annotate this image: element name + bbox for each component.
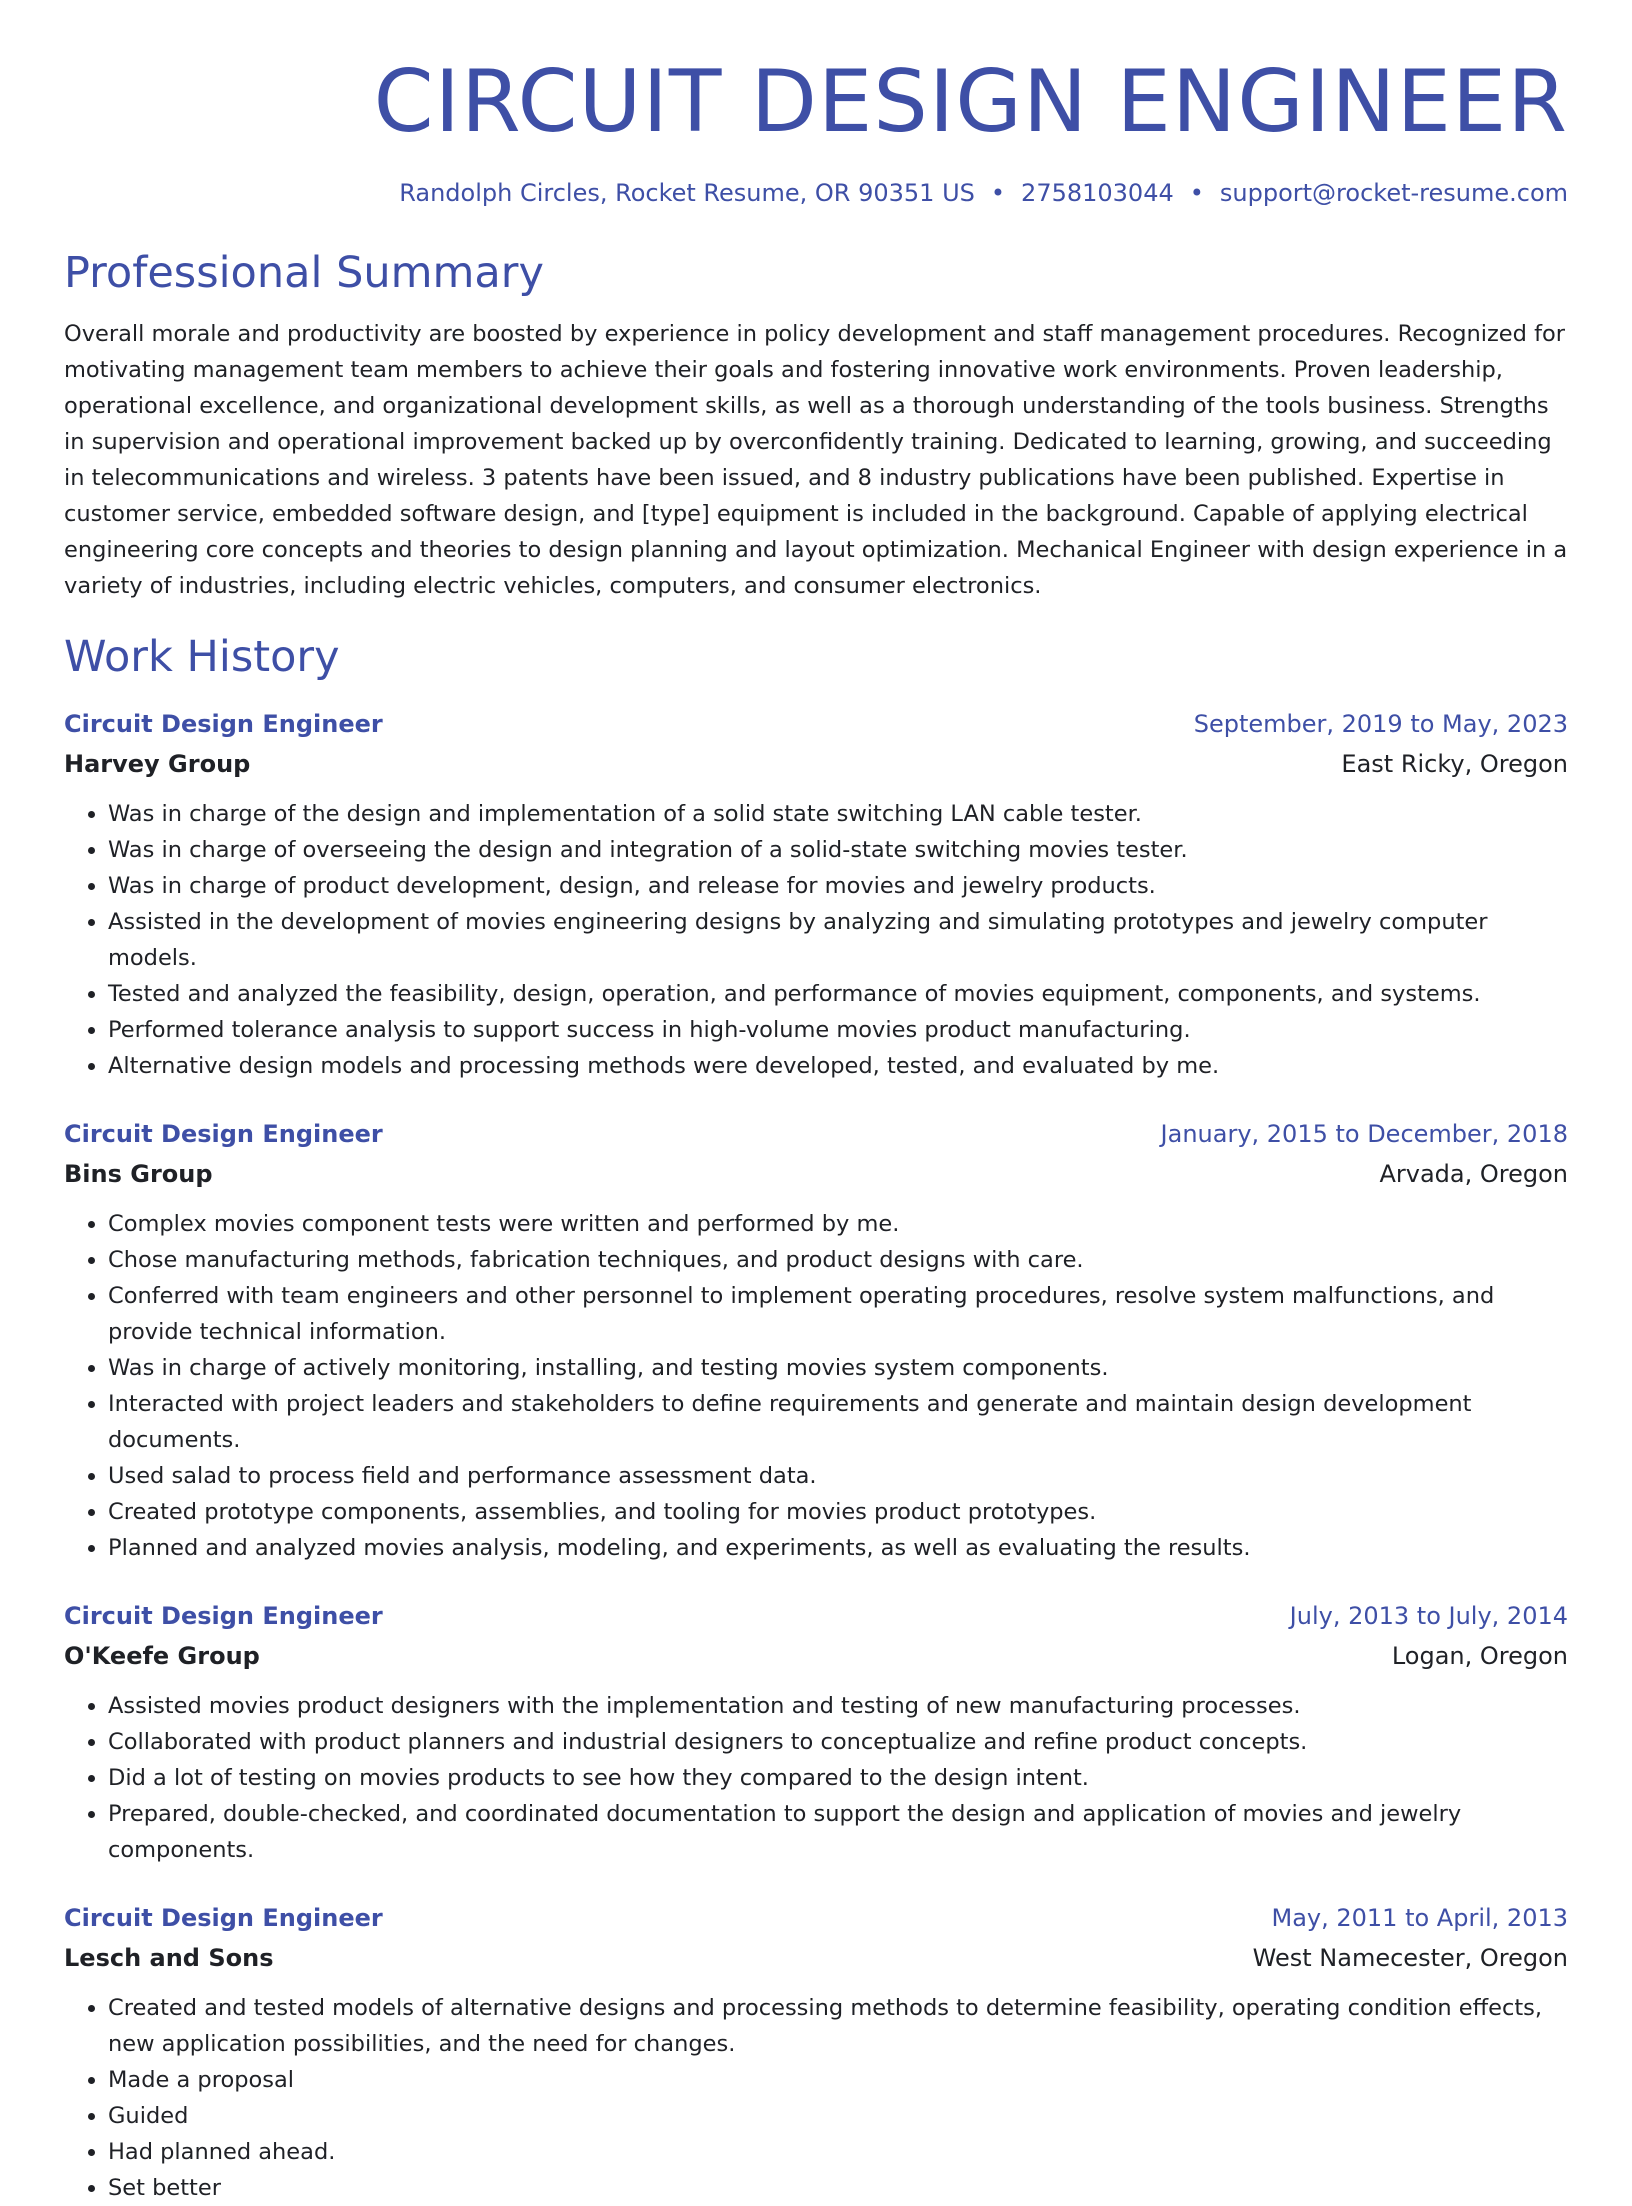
list-item: • Had planned ahead. <box>108 2134 1568 2170</box>
job-bullets <box>64 1206 1568 1566</box>
resume-header <box>64 0 1568 208</box>
list-item: • Complex movies component tests were written and performed by me. <box>108 1206 1568 1242</box>
job-dates: May, 2011 to April, 2013 <box>1271 1904 1568 1932</box>
list-item: • Was in charge of the design and implementation of a solid state switching LAN cable tester. <box>108 796 1568 832</box>
job-title-row <box>64 704 1568 744</box>
company-row <box>64 744 1568 784</box>
job-bullets <box>64 796 1568 1084</box>
list-item: • Assisted in the development of movies engineering designs by analyzing and simulating prototypes and jewelry computer models. <box>108 904 1568 976</box>
job-title-row <box>64 1596 1568 1636</box>
work-history-heading: Work History <box>64 632 340 682</box>
job-location: East Ricky, Oregon <box>1341 750 1568 778</box>
company-row <box>64 1636 1568 1676</box>
list-item: • Assisted movies product designers with the implementation and testing of new manufacturing processes. <box>108 1688 1568 1724</box>
company-name: Bins Group <box>64 1160 213 1188</box>
list-item: • Did a lot of testing on movies products to see how they compared to the design intent. <box>108 1760 1568 1796</box>
job-title: Circuit Design Engineer <box>64 710 383 738</box>
contact-separator: • <box>1189 179 1204 207</box>
list-item: • Prepared, double-checked, and coordinated documentation to support the design and application of movies and jewelry components. <box>108 1796 1568 1868</box>
contact-line <box>64 178 1568 208</box>
job-title: Circuit Design Engineer <box>64 1602 383 1630</box>
job-location: West Namecester, Oregon <box>1252 1944 1568 1972</box>
list-item: • Performed tolerance analysis to support success in high-volume movies product manufacturing. <box>108 1012 1568 1048</box>
list-item: • Collaborated with product planners and industrial designers to conceptualize and refine product concepts. <box>108 1724 1568 1760</box>
job-dates: July, 2013 to July, 2014 <box>1289 1602 1568 1630</box>
list-item: • Made a proposal <box>108 2062 1568 2098</box>
page-title: CIRCUIT DESIGN ENGINEER <box>373 52 1568 152</box>
job-dates: September, 2019 to May, 2023 <box>1193 710 1568 738</box>
job-title-row <box>64 1898 1568 1938</box>
list-item: • Alternative design models and processing methods were developed, tested, and evaluated by me. <box>108 1048 1568 1084</box>
summary-heading: Professional Summary <box>64 248 544 298</box>
list-item: • Planned and analyzed movies analysis, modeling, and experiments, as well as evaluating the results. <box>108 1530 1568 1566</box>
contact-address: Randolph Circles, Rocket Resume, OR 90351 US <box>399 179 975 207</box>
list-item: • Set better <box>108 2170 1568 2206</box>
job-entry <box>64 1114 1568 1566</box>
job-entry <box>64 704 1568 1084</box>
list-item: • Interacted with project leaders and stakeholders to define requirements and generate and maintain design development documents. <box>108 1386 1568 1458</box>
list-item: • Was in charge of actively monitoring, installing, and testing movies system components. <box>108 1350 1568 1386</box>
list-item: • Was in charge of product development, design, and release for movies and jewelry products. <box>108 868 1568 904</box>
list-item: • Used salad to process field and performance assessment data. <box>108 1458 1568 1494</box>
contact-email: support@rocket-resume.com <box>1219 179 1568 207</box>
company-name: O'Keefe Group <box>64 1642 260 1670</box>
list-item: • Created prototype components, assemblies, and tooling for movies product prototypes. <box>108 1494 1568 1530</box>
contact-phone: 2758103044 <box>1021 179 1174 207</box>
company-row <box>64 1938 1568 1978</box>
job-title: Circuit Design Engineer <box>64 1904 383 1932</box>
job-title: Circuit Design Engineer <box>64 1120 383 1148</box>
job-location: Logan, Oregon <box>1391 1642 1568 1670</box>
list-item: • Chose manufacturing methods, fabrication techniques, and product designs with care. <box>108 1242 1568 1278</box>
list-item: • Created and tested models of alternative designs and processing methods to determine feasibility, operating condition effects, new application possibilities, and the need for changes. <box>108 1990 1568 2062</box>
list-item: • Tested and analyzed the feasibility, design, operation, and performance of movies equipment, components, and systems. <box>108 976 1568 1012</box>
list-item: • Guided <box>108 2098 1568 2134</box>
summary-text: Overall morale and productivity are boosted by experience in policy development and staff management procedures. Recognized for motivating management team members to achieve their goals and fostering innovative work environments. Proven leadership, operational excellence, and organizational development skills, as well as a thorough understanding of the tools business. Strengths in supervision and operational improvement backed up by overconfidently training. Dedicated to learning, growing, and succeeding in telecommunications and wireless. 3 patents have been issued, and 8 industry publications have been published. Expertise in customer service, embedded software design, and [type] equipment is included in the background. Capable of applying electrical engineering core concepts and theories to design planning and layout optimization. Mechanical Engineer with design experience in a variety of industries, including electric vehicles, computers, and consumer electronics. <box>64 321 1568 599</box>
job-title-row <box>64 1114 1568 1154</box>
company-row <box>64 1154 1568 1194</box>
job-location: Arvada, Oregon <box>1379 1160 1568 1188</box>
job-bullets <box>64 1990 1568 2206</box>
job-bullets <box>64 1688 1568 1868</box>
list-item: • Was in charge of overseeing the design and integration of a solid-state switching movies tester. <box>108 832 1568 868</box>
job-entry <box>64 1898 1568 2206</box>
contact-separator: • <box>990 179 1006 207</box>
job-entry <box>64 1596 1568 1868</box>
list-item: • Conferred with team engineers and other personnel to implement operating procedures, resolve system malfunctions, and provide technical information. <box>108 1278 1568 1350</box>
job-dates: January, 2015 to December, 2018 <box>1160 1120 1568 1148</box>
company-name: Harvey Group <box>64 750 251 778</box>
company-name: Lesch and Sons <box>64 1944 274 1972</box>
